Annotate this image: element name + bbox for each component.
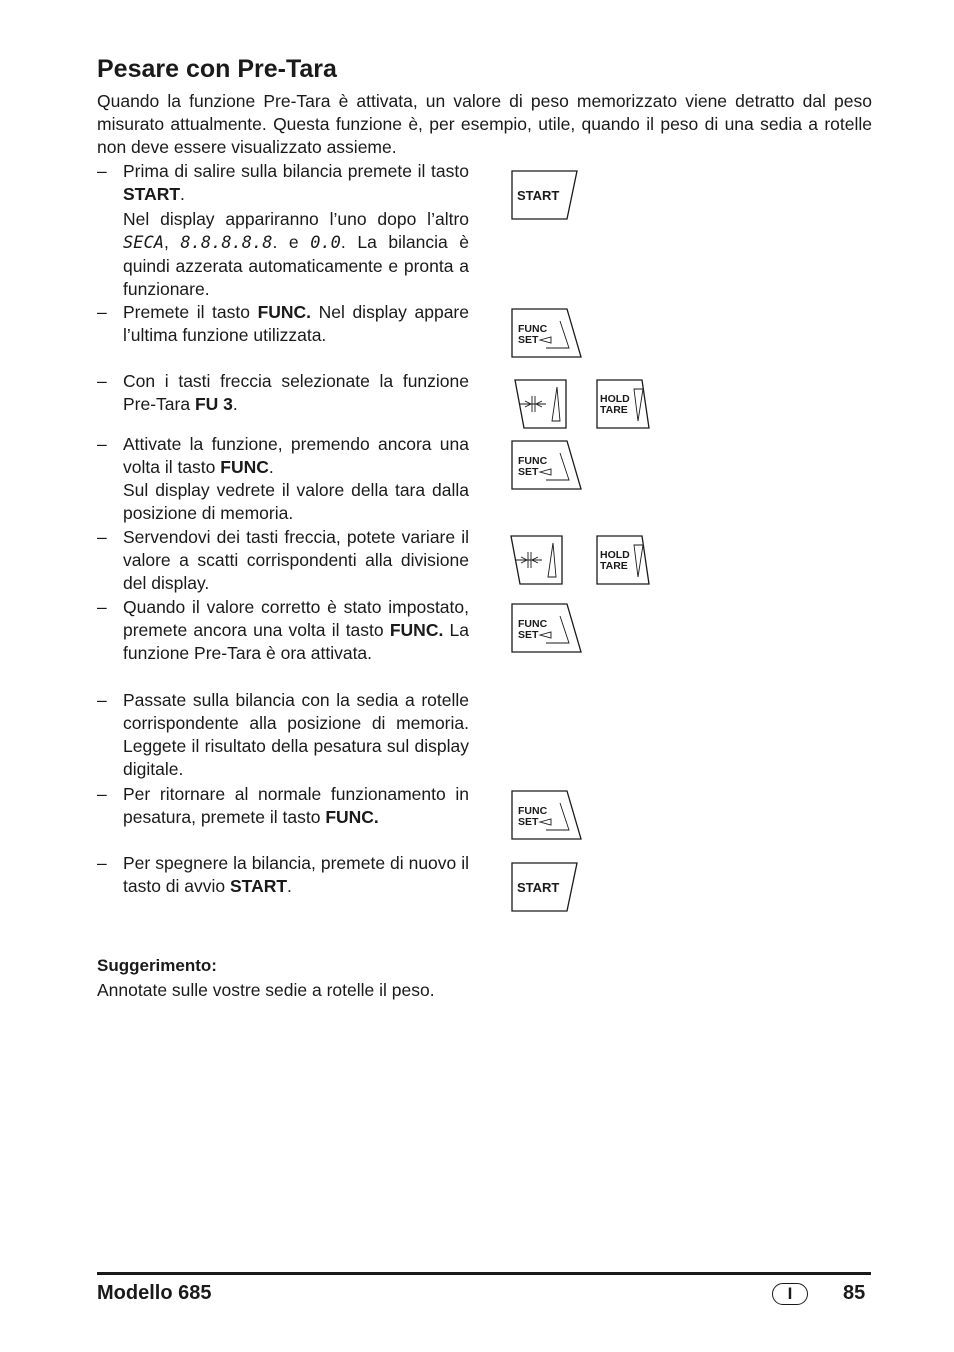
- display-seca: SECA: [123, 233, 164, 253]
- step-7-text: Passate sulla bilancia con la sedia a rotelle corrispondente alla posizione di memoria. Leggete il risultato della pesatura sul display digitale.: [123, 690, 469, 779]
- step-dash: –: [97, 434, 107, 454]
- step-2-text: Premete il tasto FUNC. Nel display appare l’ultima funzione utilizzata.: [123, 302, 469, 345]
- step-6: [97, 596, 469, 665]
- step-dash: –: [97, 784, 107, 804]
- func-set-key: [511, 603, 583, 655]
- step-4: [97, 433, 469, 525]
- tip-text: Annotate sulle vostre sedie a rotelle il peso.: [97, 980, 435, 1000]
- svg-text:START: START: [517, 880, 560, 895]
- svg-text:SET: SET: [518, 629, 539, 641]
- svg-text:SET: SET: [518, 466, 539, 478]
- svg-text:HOLD: HOLD: [600, 549, 630, 561]
- footer-rule: [97, 1272, 871, 1275]
- step-dash: –: [97, 371, 107, 391]
- start-key: [511, 862, 581, 914]
- step-dash: –: [97, 597, 107, 617]
- step-1: [97, 160, 469, 301]
- step-7: [97, 689, 469, 781]
- tip-heading: Suggerimento:: [97, 956, 217, 975]
- step-dash: –: [97, 527, 107, 547]
- step-2: [97, 301, 469, 347]
- svg-text:SET: SET: [518, 816, 539, 828]
- step-3-text: Con i tasti freccia selezionate la funzione Pre-Tara FU 3.: [123, 371, 469, 414]
- display-zero: 0.0: [310, 233, 341, 253]
- svg-text:SET: SET: [518, 334, 539, 346]
- svg-text:TARE: TARE: [600, 404, 628, 416]
- hold-tare-key: [596, 535, 652, 587]
- page-number: 85: [843, 1282, 866, 1304]
- step-6-text: Quando il valore corretto è stato impostato, premete ancora una volta il tasto FUNC. La funzione Pre-Tara è ora attivata.: [123, 597, 470, 663]
- step-4-text: Attivate la funzione, premendo ancora una volta il tasto FUNC.: [123, 434, 469, 477]
- svg-text:FUNC: FUNC: [518, 805, 548, 817]
- svg-text:HOLD: HOLD: [600, 393, 630, 405]
- step-dash: –: [97, 853, 107, 873]
- step-8-text: Per ritornare al normale funzionamento in pesatura, premete il tasto FUNC.: [123, 784, 469, 827]
- display-all-segments: 8.8.8.8.8: [180, 233, 273, 253]
- svg-text:FUNC: FUNC: [518, 618, 548, 630]
- svg-text:FUNC: FUNC: [518, 455, 548, 467]
- step-8: [97, 783, 469, 829]
- start-key: [511, 170, 581, 222]
- step-dash: –: [97, 302, 107, 322]
- svg-text:TARE: TARE: [600, 560, 628, 572]
- step-5-text: Servendovi dei tasti freccia, potete variare il valore a scatti corrispondenti alla divisione del display.: [123, 527, 469, 593]
- hold-tare-key: [596, 379, 652, 431]
- footer-model: Modello 685: [97, 1282, 212, 1304]
- language-badge: I: [772, 1283, 808, 1305]
- func-set-key: [511, 440, 583, 492]
- page-title: Pesare con Pre-Tara: [97, 55, 337, 83]
- step-dash: –: [97, 690, 107, 710]
- svg-text:START: START: [517, 188, 560, 203]
- intro-paragraph: Quando la funzione Pre-Tara è attivata, un valore di peso memorizzato viene detratto dal peso misurato attualmente. Questa funzione è, per esempio, utile, quando il peso di una sedia a rotelle non deve essere visualizzato assieme.: [97, 91, 872, 157]
- step-5: [97, 526, 469, 595]
- step-9-text: Per spegnere la bilancia, premete di nuovo il tasto di avvio START.: [123, 853, 469, 896]
- svg-text:FUNC: FUNC: [518, 323, 548, 335]
- func-set-key: [511, 790, 583, 842]
- step-1-subtext: Nel display appariranno l’uno dopo l’altro SECA, 8.8.8.8.8. e 0.0. La bilancia è quindi azzerata automaticamente e pronta a funzionare.: [123, 209, 469, 299]
- arrow-down-key: [510, 535, 566, 587]
- step-3: [97, 370, 469, 416]
- step-9: [97, 852, 469, 898]
- step-dash: –: [97, 161, 107, 181]
- step-1-text: Prima di salire sulla bilancia premete il tasto START.: [123, 161, 469, 204]
- func-set-key: [511, 308, 583, 360]
- arrow-down-key: [514, 379, 570, 431]
- step-4-subtext: Sul display vedrete il valore della tara dalla posizione di memoria.: [123, 480, 469, 523]
